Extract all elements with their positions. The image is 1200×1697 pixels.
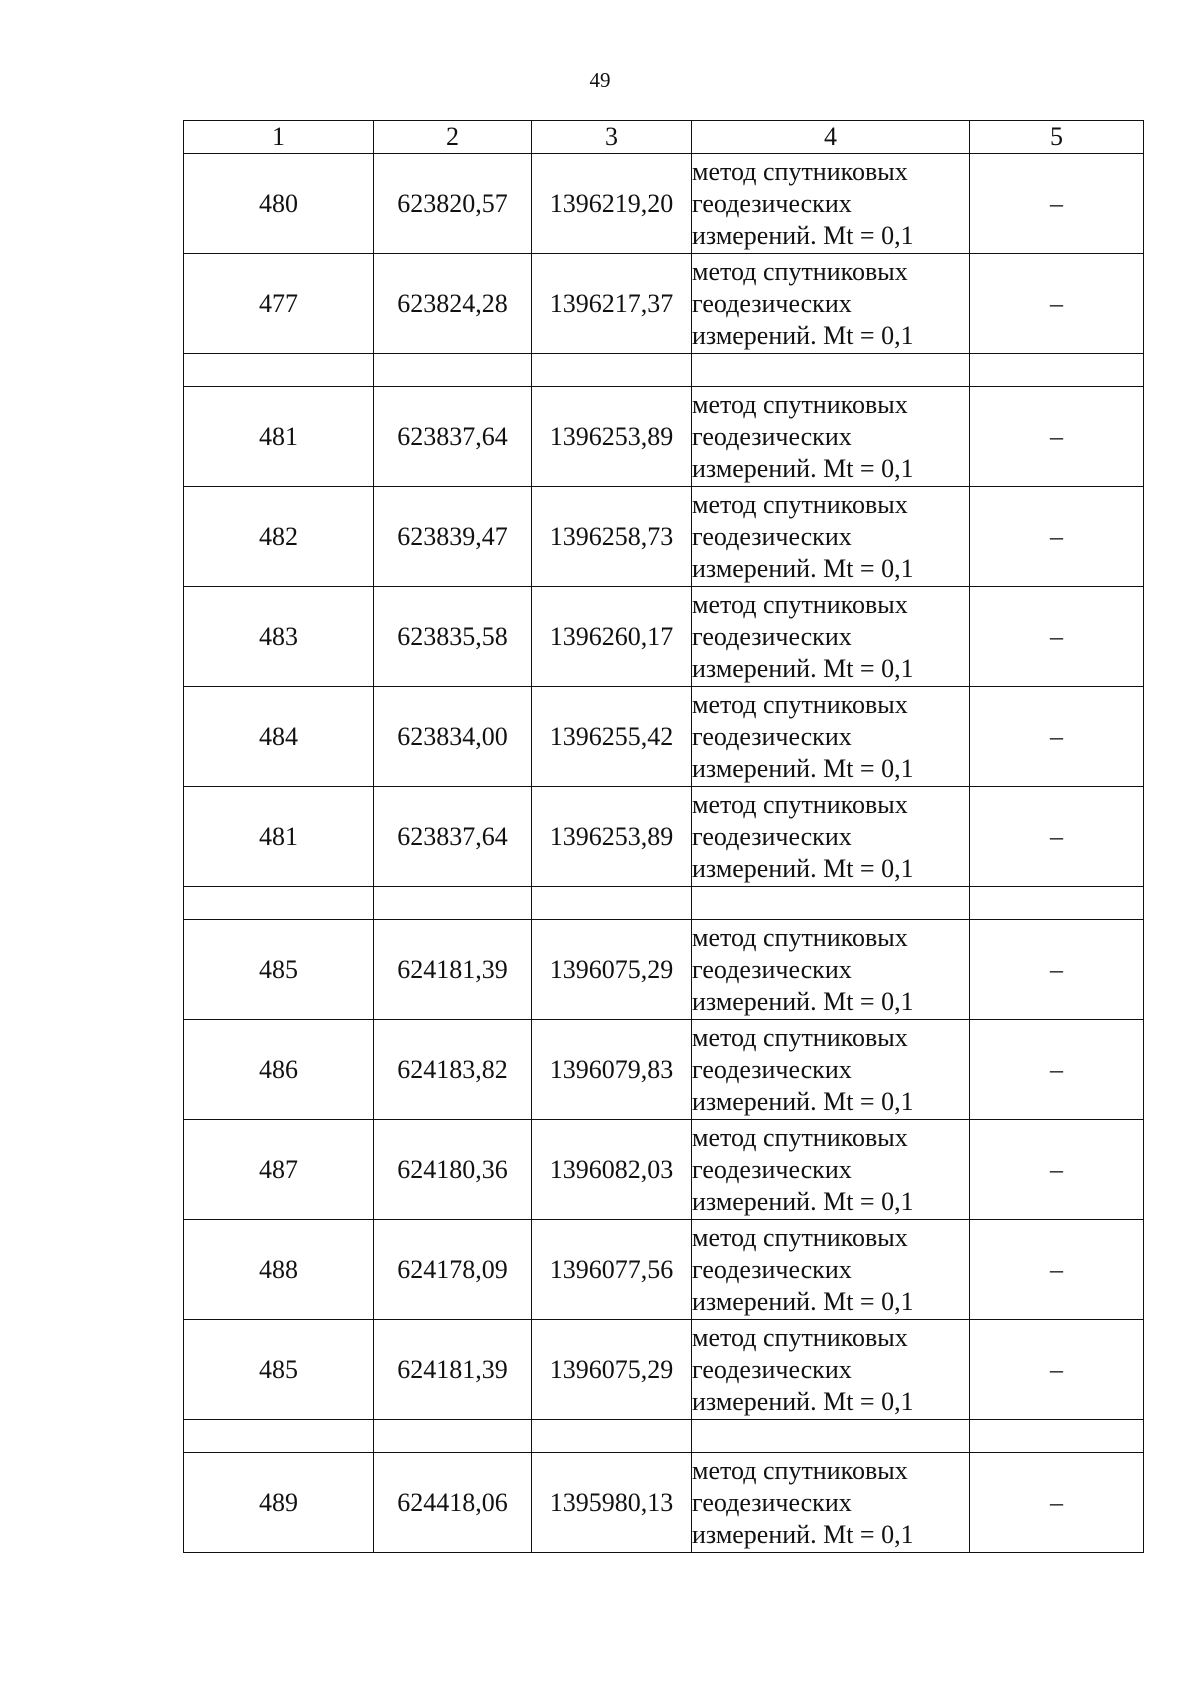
separator-cell	[970, 354, 1144, 387]
method-line: метод спутниковых	[692, 1122, 908, 1152]
method-line: измерений. Mt = 0,1	[692, 753, 914, 783]
method-line: метод спутниковых	[692, 1322, 908, 1352]
y-coordinate-cell: 1396253,89	[532, 387, 692, 487]
note-cell: –	[970, 387, 1144, 487]
method-line: геодезических	[692, 521, 852, 551]
method-line: измерений. Mt = 0,1	[692, 1286, 914, 1316]
method-cell	[692, 1320, 970, 1420]
method-cell	[692, 920, 970, 1020]
x-coordinate-cell: 623834,00	[374, 687, 532, 787]
method-line: измерений. Mt = 0,1	[692, 453, 914, 483]
table-row	[184, 687, 1144, 787]
method-line: метод спутниковых	[692, 689, 908, 719]
x-coordinate-cell: 624183,82	[374, 1020, 532, 1120]
point-number-cell: 480	[184, 154, 374, 254]
x-coordinate-cell: 623824,28	[374, 254, 532, 354]
y-coordinate-cell: 1396077,56	[532, 1220, 692, 1320]
separator-cell	[374, 1420, 532, 1453]
separator-row	[184, 1420, 1144, 1453]
method-line: метод спутниковых	[692, 789, 908, 819]
separator-cell	[970, 887, 1144, 920]
method-line: геодезических	[692, 1354, 852, 1384]
separator-cell	[970, 1420, 1144, 1453]
table-row	[184, 920, 1144, 1020]
x-coordinate-cell: 624178,09	[374, 1220, 532, 1320]
method-line: геодезических	[692, 821, 852, 851]
page-number: 49	[589, 68, 611, 92]
method-line: геодезических	[692, 421, 852, 451]
column-header: 1	[184, 121, 374, 154]
table-row	[184, 154, 1144, 254]
method-line: измерений. Mt = 0,1	[692, 553, 914, 583]
y-coordinate-cell: 1396219,20	[532, 154, 692, 254]
point-number-cell: 486	[184, 1020, 374, 1120]
method-line: метод спутниковых	[692, 489, 908, 519]
x-coordinate-cell: 624418,06	[374, 1453, 532, 1553]
method-line: геодезических	[692, 1254, 852, 1284]
method-line: метод спутниковых	[692, 156, 908, 186]
point-number-cell: 485	[184, 1320, 374, 1420]
x-coordinate-cell: 623839,47	[374, 487, 532, 587]
point-number-cell: 483	[184, 587, 374, 687]
method-line: геодезических	[692, 1487, 852, 1517]
method-line: метод спутниковых	[692, 1222, 908, 1252]
method-cell	[692, 687, 970, 787]
note-cell: –	[970, 1220, 1144, 1320]
column-header: 3	[532, 121, 692, 154]
point-number-cell: 487	[184, 1120, 374, 1220]
point-number-cell: 481	[184, 387, 374, 487]
y-coordinate-cell: 1396075,29	[532, 1320, 692, 1420]
coordinates-table	[183, 120, 1144, 1553]
column-header: 4	[692, 121, 970, 154]
y-coordinate-cell: 1396258,73	[532, 487, 692, 587]
method-line: геодезических	[692, 188, 852, 218]
note-cell: –	[970, 587, 1144, 687]
method-line: метод спутниковых	[692, 589, 908, 619]
table-row	[184, 1220, 1144, 1320]
note-cell: –	[970, 787, 1144, 887]
separator-cell	[692, 354, 970, 387]
note-cell: –	[970, 1120, 1144, 1220]
x-coordinate-cell: 623837,64	[374, 787, 532, 887]
table-row	[184, 1320, 1144, 1420]
x-coordinate-cell: 623835,58	[374, 587, 532, 687]
note-cell: –	[970, 1453, 1144, 1553]
method-line: измерений. Mt = 0,1	[692, 220, 914, 250]
separator-cell	[374, 354, 532, 387]
table-row	[184, 1020, 1144, 1120]
table-row	[184, 787, 1144, 887]
separator-row	[184, 354, 1144, 387]
method-line: измерений. Mt = 0,1	[692, 986, 914, 1016]
y-coordinate-cell: 1396217,37	[532, 254, 692, 354]
method-line: метод спутниковых	[692, 1455, 908, 1485]
separator-cell	[374, 887, 532, 920]
separator-cell	[692, 887, 970, 920]
column-header: 5	[970, 121, 1144, 154]
separator-cell	[692, 1420, 970, 1453]
y-coordinate-cell: 1396075,29	[532, 920, 692, 1020]
y-coordinate-cell: 1396255,42	[532, 687, 692, 787]
table-body	[184, 154, 1144, 1553]
point-number-cell: 484	[184, 687, 374, 787]
point-number-cell: 481	[184, 787, 374, 887]
method-cell	[692, 1220, 970, 1320]
method-cell	[692, 587, 970, 687]
y-coordinate-cell: 1396253,89	[532, 787, 692, 887]
table-row	[184, 1453, 1144, 1553]
method-line: метод спутниковых	[692, 256, 908, 286]
method-line: геодезических	[692, 721, 852, 751]
x-coordinate-cell: 624180,36	[374, 1120, 532, 1220]
point-number-cell: 485	[184, 920, 374, 1020]
x-coordinate-cell: 624181,39	[374, 920, 532, 1020]
separator-cell	[184, 887, 374, 920]
note-cell: –	[970, 254, 1144, 354]
method-line: метод спутниковых	[692, 1022, 908, 1052]
method-line: измерений. Mt = 0,1	[692, 653, 914, 683]
method-line: измерений. Mt = 0,1	[692, 1086, 914, 1116]
y-coordinate-cell: 1396260,17	[532, 587, 692, 687]
method-cell	[692, 254, 970, 354]
y-coordinate-cell: 1396082,03	[532, 1120, 692, 1220]
method-line: геодезических	[692, 1054, 852, 1084]
table-row	[184, 587, 1144, 687]
note-cell: –	[970, 1320, 1144, 1420]
method-line: метод спутниковых	[692, 922, 908, 952]
separator-row	[184, 887, 1144, 920]
table-row	[184, 387, 1144, 487]
x-coordinate-cell: 623837,64	[374, 387, 532, 487]
method-cell	[692, 154, 970, 254]
point-number-cell: 488	[184, 1220, 374, 1320]
note-cell: –	[970, 920, 1144, 1020]
method-line: измерений. Mt = 0,1	[692, 853, 914, 883]
method-cell	[692, 787, 970, 887]
method-cell	[692, 1020, 970, 1120]
method-line: геодезических	[692, 621, 852, 651]
table-row	[184, 254, 1144, 354]
y-coordinate-cell: 1396079,83	[532, 1020, 692, 1120]
note-cell: –	[970, 687, 1144, 787]
method-cell	[692, 387, 970, 487]
point-number-cell: 482	[184, 487, 374, 587]
x-coordinate-cell: 624181,39	[374, 1320, 532, 1420]
table-row	[184, 487, 1144, 587]
method-line: измерений. Mt = 0,1	[692, 1186, 914, 1216]
separator-cell	[184, 1420, 374, 1453]
method-line: метод спутниковых	[692, 389, 908, 419]
method-line: измерений. Mt = 0,1	[692, 1519, 914, 1549]
x-coordinate-cell: 623820,57	[374, 154, 532, 254]
method-line: геодезических	[692, 1154, 852, 1184]
method-line: измерений. Mt = 0,1	[692, 320, 914, 350]
separator-cell	[184, 354, 374, 387]
method-line: геодезических	[692, 288, 852, 318]
note-cell: –	[970, 1020, 1144, 1120]
separator-cell	[532, 1420, 692, 1453]
point-number-cell: 489	[184, 1453, 374, 1553]
point-number-cell: 477	[184, 254, 374, 354]
separator-cell	[532, 887, 692, 920]
note-cell: –	[970, 487, 1144, 587]
note-cell: –	[970, 154, 1144, 254]
table-row	[184, 1120, 1144, 1220]
method-cell	[692, 487, 970, 587]
method-line: геодезических	[692, 954, 852, 984]
method-cell	[692, 1120, 970, 1220]
y-coordinate-cell: 1395980,13	[532, 1453, 692, 1553]
method-line: измерений. Mt = 0,1	[692, 1386, 914, 1416]
column-header: 2	[374, 121, 532, 154]
table-header-row	[184, 121, 1144, 154]
separator-cell	[532, 354, 692, 387]
method-cell	[692, 1453, 970, 1553]
